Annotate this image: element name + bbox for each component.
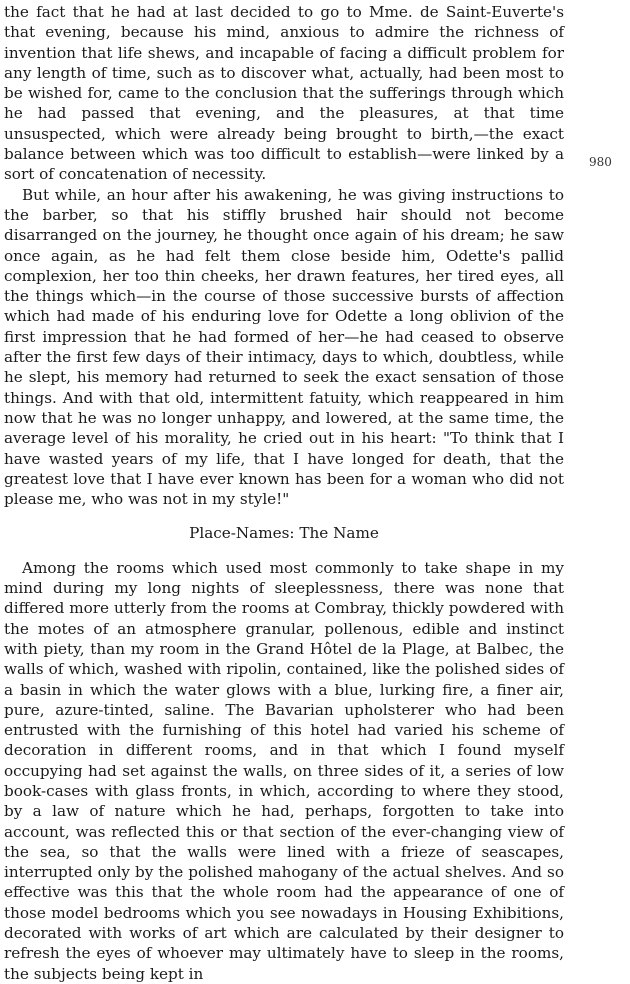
page-number: 980: [589, 155, 612, 169]
section-heading: Place-Names: The Name: [189, 524, 379, 543]
paragraph-continuation: the fact that he had at last decided to go to Mme. de Saint-Euverte's that evening, because his mind, anxious to admire the richness of invention that life shews, and incapable of facing a difficult problem for any length of time, such as to discover what, actually, had been most to be wished for, came to the conclusion that the sufferings through which he had passed that evening, and the pleasures, at that time unsuspected, which were already being brought to birth,—the exact balance between which was too difficult to establish—were linked by a sort of concatenation of necessity.: [4, 3, 564, 184]
paragraph-swann-awakening: But while, an hour after his awakening, he was giving instructions to the barber, so that his stiffly brushed hair should not become disarranged on the journey, he thought once again of his dream; he saw once again, as he had felt them close beside him, Odette's pallid complexion, her too thin cheeks, her drawn features, her tired eyes, all the things which—in the course of those successive bursts of affection which had made of his enduring love for Odette a long oblivion of the first impression that he had formed of her—he had ceased to observe after the first few days of their intimacy, days to which, doubtless, while he slept, his memory had returned to seek the exact sensation of those things. And with that old, intermittent fatuity, which reappeared in him now that he was no longer unhappy, and lowered, at the same time, the average level of his morality, he cried out in his heart: "To think that I have wasted years of my life, that I have longed for death, that the greatest love that I have ever known has been for a woman who did not please me, who was not in my style!": [4, 185, 564, 509]
paragraph-balbec-room: Among the rooms which used most commonly to take shape in my mind during my long nights of sleeplessness, there was none that differed more utterly from the rooms at Combray, thickly powdered with the motes of an atmosphere granular, pollenous, edible and instinct with piety, than my room in the Grand Hôtel de la Plage, at Balbec, the walls of which, washed with ripolin, contained, like the polished sides of a basin in which the water glows with a blue, lurking fire, a finer air, pure, azure-tinted, saline. The Bavarian upholsterer who had been entrusted with the furnishing of this hotel had varied his scheme of decoration in different rooms, and in that which I found myself occupying had set against the walls, on three sides of it, a series of low book-cases with glass fronts, in which, according to where they stood, by a law of nature which he had, perhaps, forgotten to take into account, was reflected this or that section of the ever-changing view of the sea, so that the walls were lined with a frieze of seascapes, interrupted only by the polished mahogany of the actual shelves. And so effective was this that the whole room had the appearance of one of those model bedrooms which you see nowadays in Housing Exhibitions, decorated with works of art which are calculated by their designer to refresh the eyes of whoever may ultimately have to sleep in the rooms, the subjects being kept in: [4, 558, 564, 983]
book-page: [4, 2, 564, 984]
